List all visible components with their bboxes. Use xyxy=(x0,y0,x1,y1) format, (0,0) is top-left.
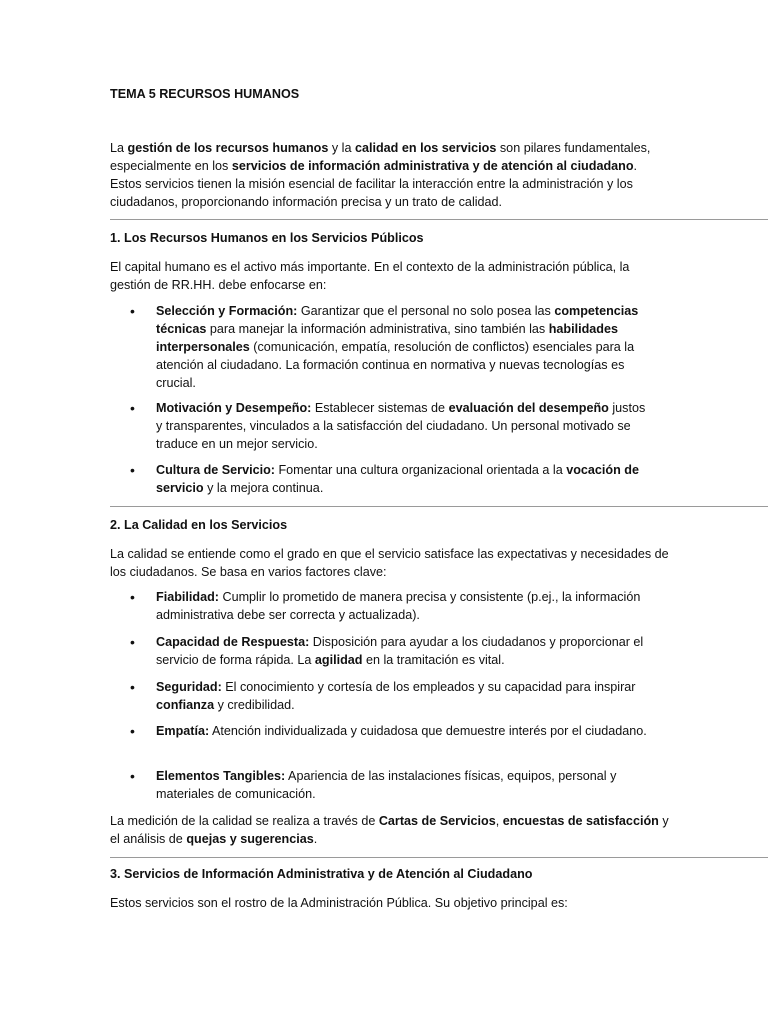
section-divider xyxy=(110,857,768,858)
document-title: TEMA 5 RECURSOS HUMANOS xyxy=(110,87,300,101)
section-2-paragraph: La calidad se entiende como el grado en que el servicio satisface las expectativas y necesidades de los ciudadanos. Se basa en varios factores clave: xyxy=(110,547,669,579)
bullet-icon: • xyxy=(130,679,135,695)
list-item: • Empatía: Atención individualizada y cuidadosa que demuestre interés por el ciudadano. xyxy=(130,723,647,739)
list-item: • Capacidad de Respuesta: Disposición para ayudar a los ciudadanos y proporcionar el servicio de forma rápida. La agilidad en la tramitación es vital. xyxy=(130,634,644,667)
section-divider xyxy=(110,219,768,220)
section-2-heading: 2. La Calidad en los Servicios xyxy=(110,518,288,532)
section-3-heading: 3. Servicios de Información Administrativa y de Atención al Ciudadano xyxy=(110,867,533,881)
list-item: • Cultura de Servicio: Fomentar una cultura organizacional orientada a la vocación de servicio y la mejora continua. xyxy=(130,462,640,495)
bullet-icon: • xyxy=(130,400,135,416)
section-3-paragraph: Estos servicios son el rostro de la Administración Pública. Su objetivo principal es: xyxy=(110,896,568,910)
section-divider xyxy=(110,506,768,507)
list-item: • Motivación y Desempeño: Establecer sistemas de evaluación del desempeño justos y transparentes, vinculados a la satisfacción del ciudadano. Un personal motivado se traduce en un mejor servicio. xyxy=(130,400,646,451)
list-item: • Selección y Formación: Garantizar que el personal no solo posea las competencias técnicas para manejar la información administrativa, sino también las habilidades interpersonales (comunicación, empatía, resolución de conflictos) esenciales para la atención al ciudadano. La formación continua en normativa y nuevas tecnologías es crucial. xyxy=(130,303,639,390)
bullet-icon: • xyxy=(130,303,135,319)
section-2-closing-paragraph: La medición de la calidad se realiza a través de Cartas de Servicios, encuestas de satisfacción y el análisis de quejas y sugerencias. xyxy=(110,814,669,846)
section-1-paragraph: El capital humano es el activo más importante. En el contexto de la administración pública, la gestión de RR.HH. debe enfocarse en: xyxy=(110,260,630,292)
list-item: • Elementos Tangibles: Apariencia de las instalaciones físicas, equipos, personal y materiales de comunicación. xyxy=(130,768,617,801)
bullet-icon: • xyxy=(130,768,135,784)
bullet-icon: • xyxy=(130,462,135,478)
bullet-icon: • xyxy=(130,589,135,605)
intro-paragraph: La gestión de los recursos humanos y la calidad en los servicios son pilares fundamentales, especialmente en los servicios de información administrativa y de atención al ciudadano. Estos servicios tienen la misión esencial de facilitar la interacción entre la administración y los ciudadanos, proporcionando información precisa y un trato de calidad. xyxy=(110,141,651,209)
list-item: • Fiabilidad: Cumplir lo prometido de manera precisa y consistente (p.ej., la información administrativa debe ser correcta y actualizada). xyxy=(130,589,641,622)
bullet-icon: • xyxy=(130,723,135,739)
bullet-icon: • xyxy=(130,634,135,650)
list-item: • Seguridad: El conocimiento y cortesía de los empleados y su capacidad para inspirar confianza y credibilidad. xyxy=(130,679,636,712)
section-1-heading: 1. Los Recursos Humanos en los Servicios Públicos xyxy=(110,231,424,245)
